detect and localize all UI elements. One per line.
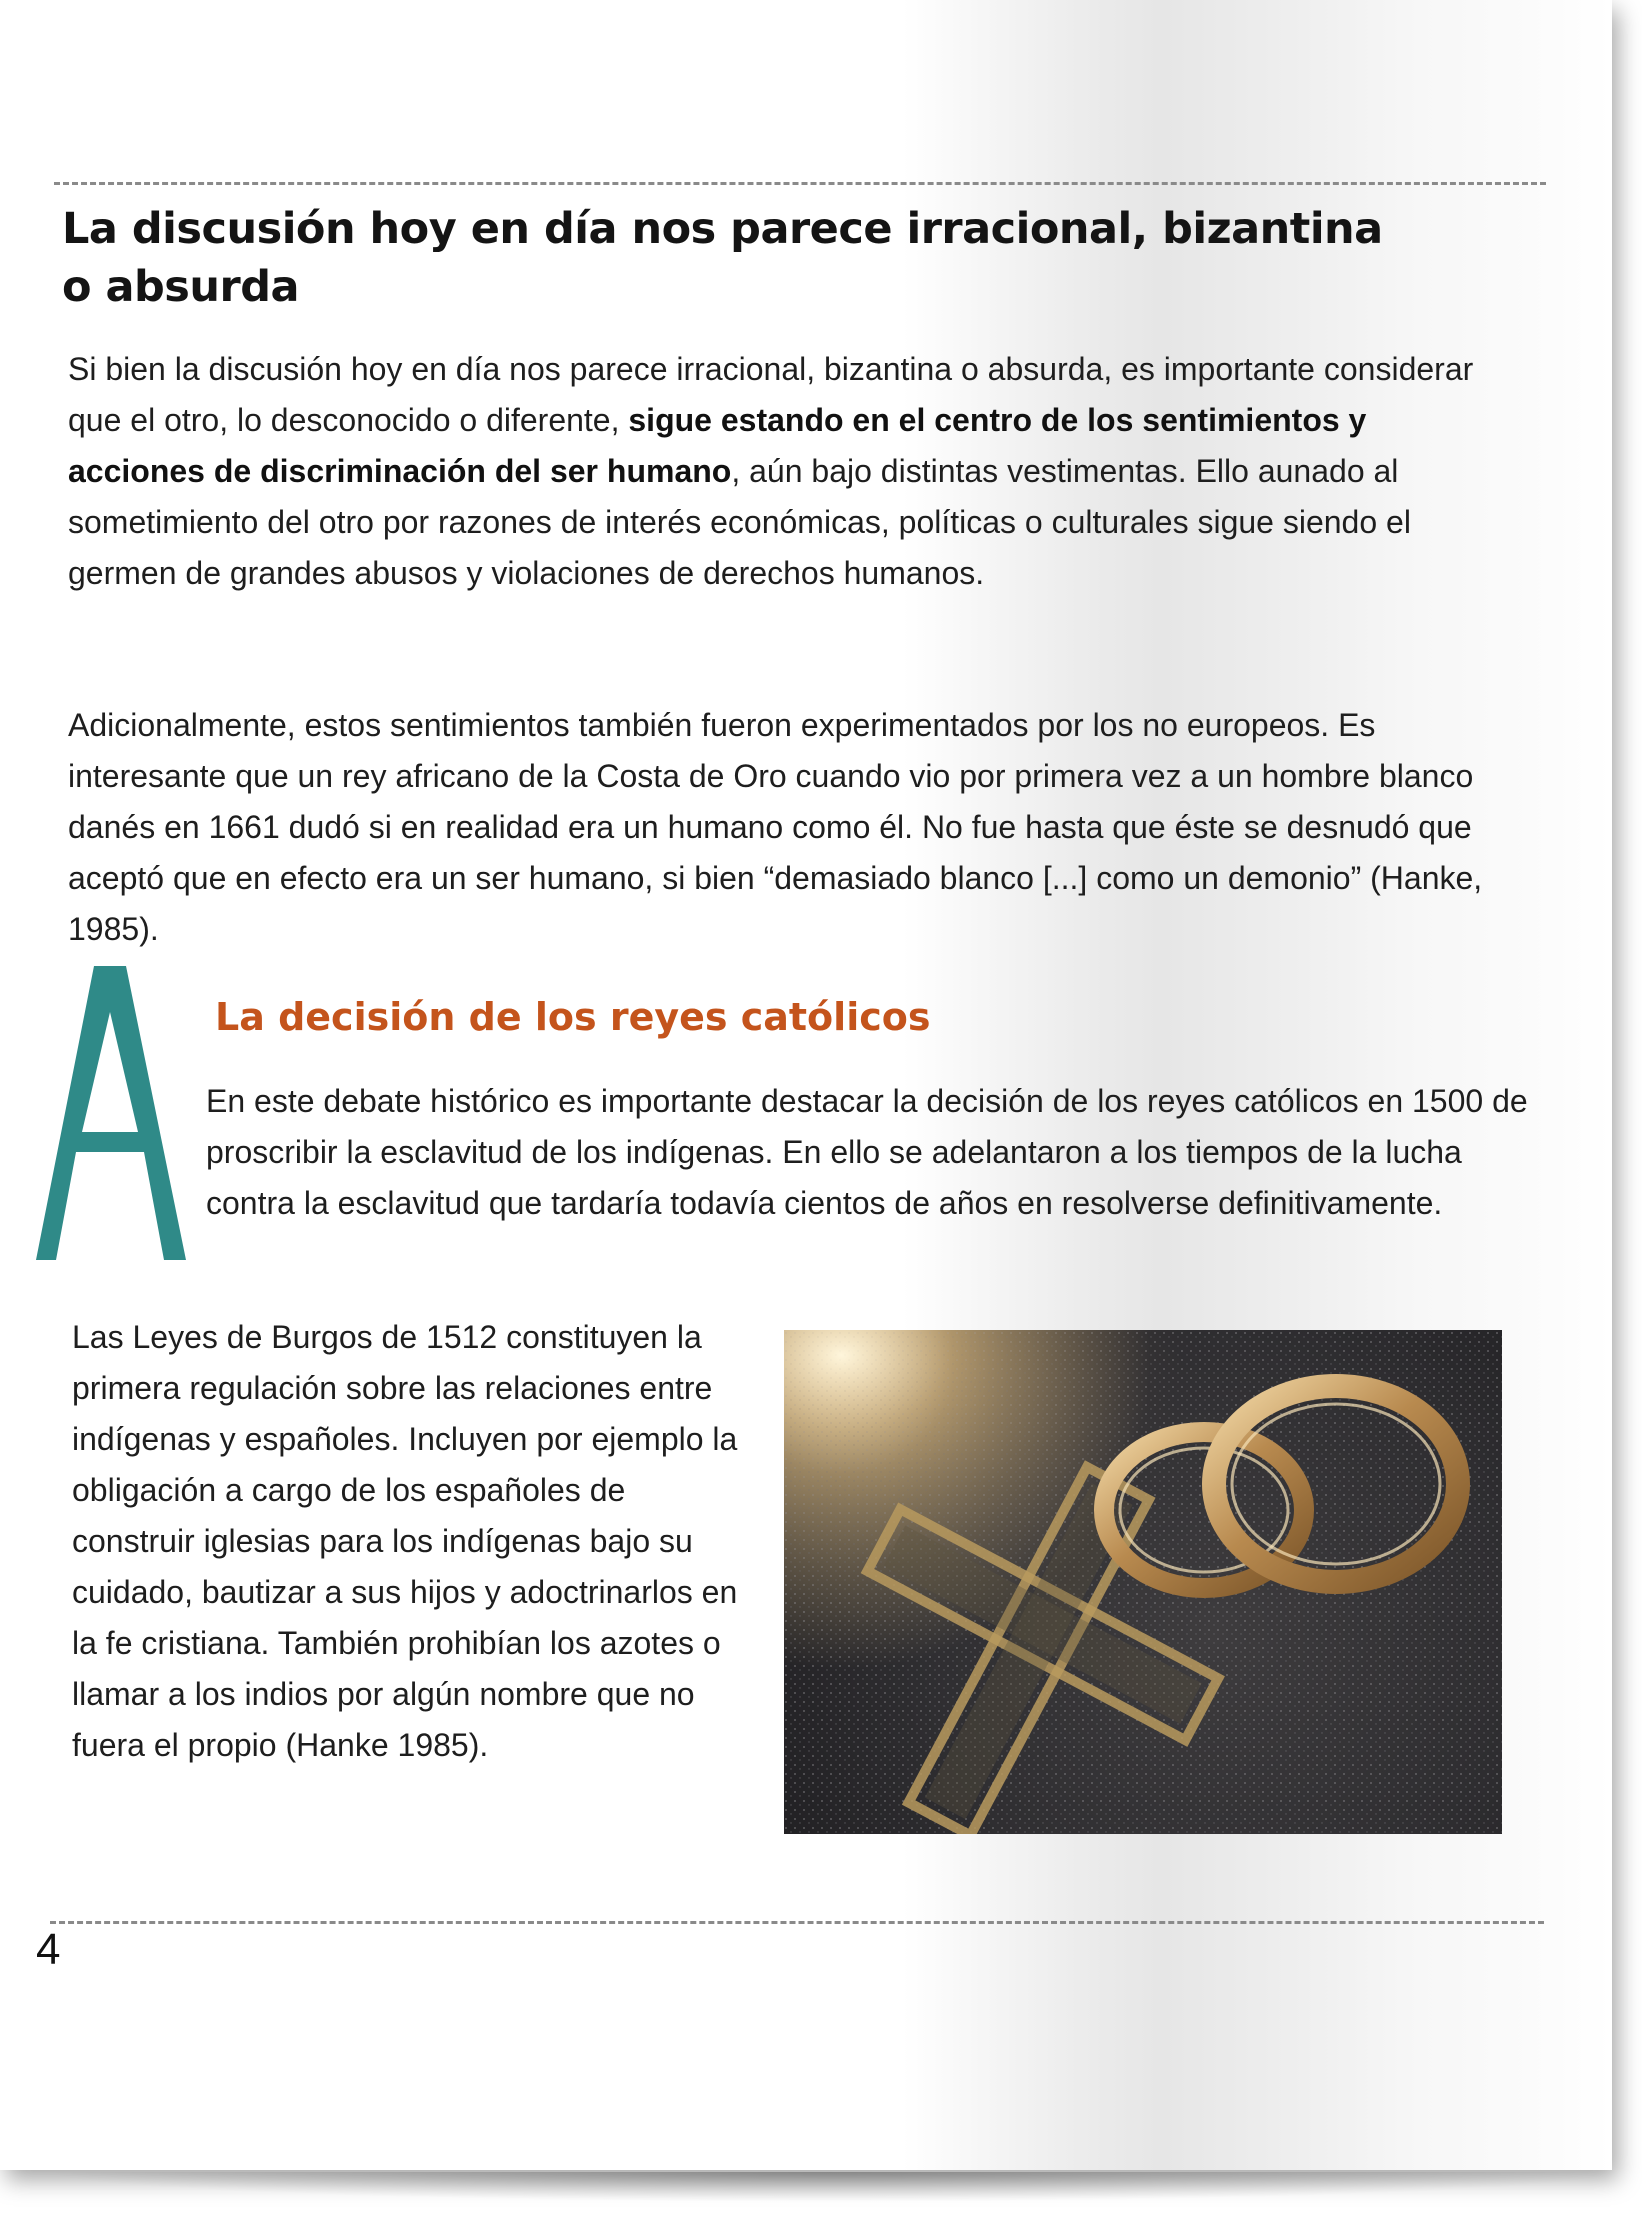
page-shadow: [40, 2172, 1620, 2202]
paragraph-african-king: Adicionalmente, estos sentimientos también fueron experimentados por los no europeos. Es interesante que un rey africano de la Costa de Oro cuando vio por primera vez a un hombre blanco danés en 1661 dudó si en realidad era un humano como él. No fue hasta que éste se desnudó que aceptó que en efecto era un ser humano, si bien “demasiado blanco [...] como un demonio” (Hanke, 1985).: [68, 707, 1483, 947]
page-number: 4: [36, 1925, 61, 1974]
photo-illustration: [784, 1330, 1502, 1834]
wedding-rings-on-bible-photo: [784, 1330, 1502, 1834]
emphasized-text: sigue estando en el centro de los sentimientos y acciones de discriminación del ser humano: [68, 402, 1367, 489]
paragraph-text: Si bien la discusión hoy en día nos parece irracional, bizantina o absurda, es importante considerar que el otro, lo desconocido o diferente,: [68, 351, 1474, 438]
bottom-dashed-rule: [50, 1921, 1544, 1924]
paragraph-discrimination: [68, 344, 1508, 599]
page-heading: La discusión hoy en día nos parece irracional, bizantina o absurda: [62, 204, 1383, 312]
paragraph-catholic-kings: En este debate histórico es importante destacar la decisión de los reyes católicos en 1500 de proscribir la esclavitud de los indígenas. En ello se adelantaron a los tiempos de la lucha contra la esclavitud que tardaría todavía cientos de años en resolverse definitivamente.: [206, 1083, 1528, 1221]
paragraph-burgos-laws: Las Leyes de Burgos de 1512 constituyen la primera regulación sobre las relaciones entre indígenas y españoles. Incluyen por ejemplo la obligación a cargo de los españoles de construir iglesias para los indígenas bajo su cuidado, bautizar a sus hijos y adoctrinarlos en la fe cristiana. También prohibían los azotes o llamar a los indios por algún nombre que no fuera el propio (Hanke 1985).: [72, 1319, 738, 1763]
top-dashed-rule: [54, 182, 1546, 185]
dropcap-letter-a: [30, 960, 190, 1270]
section-subheading: La decisión de los reyes católicos: [215, 995, 931, 1039]
paragraph-text: , aún bajo distintas vestimentas. Ello aunado al sometimiento del otro por razones de interés económicas, políticas o culturales sigue siendo el germen de grandes abusos y violaciones de derechos humanos.: [68, 453, 1411, 591]
